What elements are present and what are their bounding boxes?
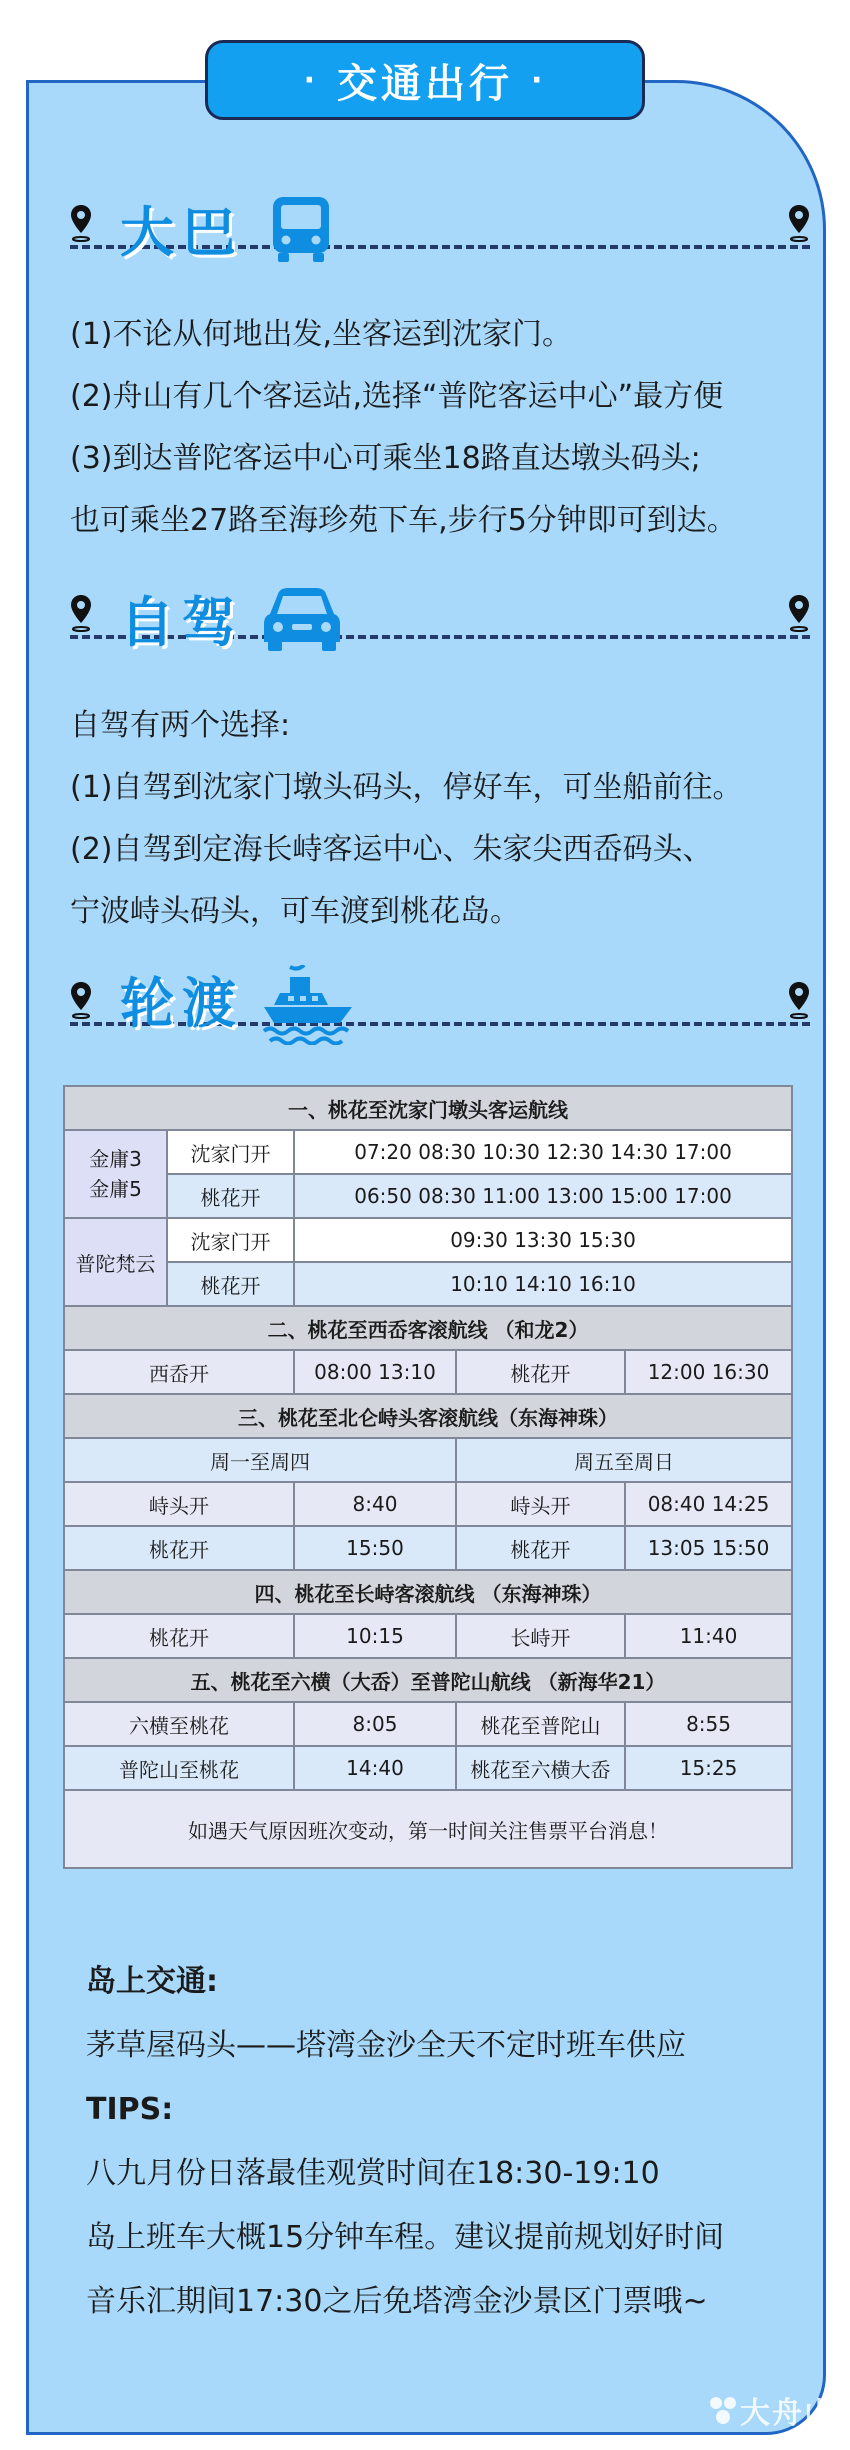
island-section [86, 1950, 724, 2334]
route-5-row1-left-time: 8:05 [294, 1702, 456, 1746]
section-bus-header [70, 190, 810, 270]
tips-heading: TIPS: [86, 2092, 174, 2127]
route-1-ship-1-times-b: 06:50 08:30 11:00 13:00 15:00 17:00 [294, 1174, 792, 1218]
section-drive-header [70, 580, 810, 660]
tip-3: 音乐汇期间17:30之后免塔湾金沙景区门票哦~ [86, 2284, 708, 2319]
route-3-weekend-head: 周五至周日 [456, 1438, 792, 1482]
bus-line-2: (2)舟山有几个客运站,选择“普陀客运中心”最方便 [70, 379, 724, 414]
route-1-ship-2-times-a: 09:30 13:30 15:30 [294, 1218, 792, 1262]
route-4-time-b: 11:40 [625, 1614, 792, 1658]
route-3-weekday-head: 周一至周四 [64, 1438, 456, 1482]
bus-icon [270, 194, 332, 264]
page-title [205, 40, 645, 120]
bus-line-3: (3)到达普陀客运中心可乘坐18路直达墩头码头; [70, 441, 701, 476]
route-5-row2-left-time: 14:40 [294, 1746, 456, 1790]
route-1-ship-1-dep-b: 桃花开 [167, 1174, 294, 1218]
island-heading: 岛上交通: [86, 1964, 218, 1999]
location-pin-icon [70, 981, 92, 1019]
route-3-row2-left-time: 15:50 [294, 1526, 456, 1570]
route-3-row1-left: 峙头开 [64, 1482, 294, 1526]
route-1-ship-1-dep-a: 沈家门开 [167, 1130, 294, 1174]
location-pin-icon [788, 594, 810, 632]
route-5-row1-right: 桃花至普陀山 [456, 1702, 625, 1746]
route-1-ship-2-dep-a: 沈家门开 [167, 1218, 294, 1262]
section-drive-body [70, 695, 743, 943]
title-dot-left: · [303, 62, 319, 98]
route-3-row1-right: 峙头开 [456, 1482, 625, 1526]
route-3-title: 三、桃花至北仑峙头客滚航线（东海神珠） [64, 1394, 792, 1438]
title-dot-right: · [531, 62, 547, 98]
section-drive-title: 自驾 [120, 591, 244, 654]
route-5-title: 五、桃花至六横（大岙）至普陀山航线 （新海华21） [64, 1658, 792, 1702]
route-1-title: 一、桃花至沈家门墩头客运航线 [64, 1086, 792, 1130]
route-4-title: 四、桃花至长峙客滚航线 （东海神珠） [64, 1570, 792, 1614]
drive-line-2: (1)自驾到沈家门墩头码头，停好车，可坐船前往。 [70, 770, 743, 805]
route-1-ship-2: 普陀梵云 [64, 1218, 167, 1306]
ship-icon [260, 965, 356, 1045]
drive-line-4: 宁波峙头码头，可车渡到桃花岛。 [70, 894, 520, 929]
section-ferry-title: 轮渡 [120, 972, 244, 1035]
watermark-text: 大舟山 [740, 2396, 836, 2431]
location-pin-icon [70, 204, 92, 242]
route-3-row2-right-time: 13:05 15:50 [625, 1526, 792, 1570]
route-3-row1-right-time: 08:40 14:25 [625, 1482, 792, 1526]
route-2-times-a: 08:00 13:10 [294, 1350, 456, 1394]
route-3-row2-left: 桃花开 [64, 1526, 294, 1570]
section-ferry-header [70, 965, 810, 1045]
route-5-row1-left: 六横至桃花 [64, 1702, 294, 1746]
page-title-text: 交通出行 [337, 60, 513, 107]
watermark [706, 2388, 836, 2432]
route-2-times-b: 12:00 16:30 [625, 1350, 792, 1394]
route-1-ship-1: 金庸3 金庸5 [64, 1130, 167, 1218]
tip-2: 岛上班车大概15分钟车程。建议提前规划好时间 [86, 2220, 725, 2255]
ferry-note: 如遇天气原因班次变动，第一时间关注售票平台消息！ [64, 1790, 792, 1868]
bus-line-4: 也可乘坐27路至海珍苑下车,步行5分钟即可到达。 [70, 503, 737, 538]
route-3-row1-left-time: 8:40 [294, 1482, 456, 1526]
route-1-ship-2-times-b: 10:10 14:10 16:10 [294, 1262, 792, 1306]
route-3-row2-right: 桃花开 [456, 1526, 625, 1570]
location-pin-icon [788, 204, 810, 242]
route-4-dep-b: 长峙开 [456, 1614, 625, 1658]
route-2-dep-b: 桃花开 [456, 1350, 625, 1394]
route-4-dep-a: 桃花开 [64, 1614, 294, 1658]
location-pin-icon [70, 594, 92, 632]
drive-line-1: 自驾有两个选择: [70, 708, 291, 743]
route-2-dep-a: 西岙开 [64, 1350, 294, 1394]
route-5-row1-right-time: 8:55 [625, 1702, 792, 1746]
bus-line-1: (1)不论从何地出发,坐客运到沈家门。 [70, 317, 573, 352]
route-1-ship-1-times-a: 07:20 08:30 10:30 12:30 14:30 17:00 [294, 1130, 792, 1174]
route-5-row2-right: 桃花至六横大岙 [456, 1746, 625, 1790]
location-pin-icon [788, 981, 810, 1019]
route-1-ship-2-dep-b: 桃花开 [167, 1262, 294, 1306]
route-4-time-a: 10:15 [294, 1614, 456, 1658]
route-5-row2-left: 普陀山至桃花 [64, 1746, 294, 1790]
car-icon [262, 586, 342, 652]
route-5-row2-right-time: 15:25 [625, 1746, 792, 1790]
island-line: 茅草屋码头——塔湾金沙全天不定时班车供应 [86, 2028, 686, 2063]
watermark-logo-icon [706, 2393, 740, 2427]
section-bus-body [70, 304, 737, 552]
ferry-schedule-table [63, 1085, 793, 1869]
section-bus-title: 大巴 [120, 201, 244, 264]
tip-1: 八九月份日落最佳观赏时间在18:30-19:10 [86, 2156, 660, 2191]
drive-line-3: (2)自驾到定海长峙客运中心、朱家尖西岙码头、 [70, 832, 713, 867]
route-2-title: 二、桃花至西岙客滚航线 （和龙2） [64, 1306, 792, 1350]
